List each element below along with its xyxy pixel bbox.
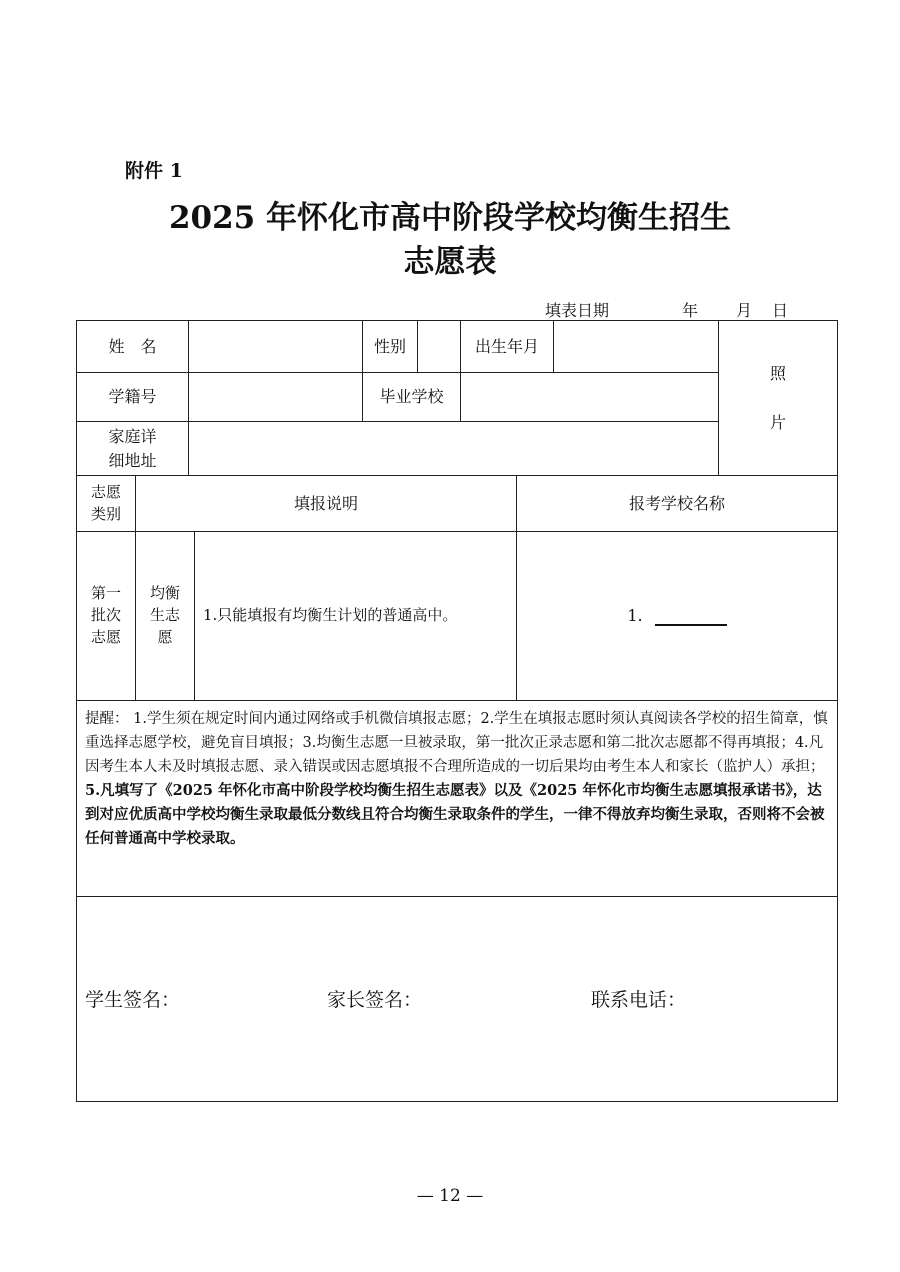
birth-label: 出生年月 — [474, 336, 539, 356]
instructions-header — [135, 475, 517, 532]
name-label-cell — [76, 320, 189, 373]
first-batch-line2: 批次 — [90, 606, 121, 625]
category-label-line2: 类别 — [90, 504, 121, 523]
name-field[interactable] — [188, 320, 363, 373]
gender-label-cell — [362, 320, 418, 373]
phone-label: 联系电话： — [591, 989, 687, 1011]
signature-box — [76, 896, 838, 1102]
balanced-line2: 生志 — [149, 606, 180, 625]
student-id-label: 学籍号 — [108, 387, 157, 407]
address-label-cell — [76, 421, 189, 476]
birth-field[interactable] — [553, 320, 719, 373]
name-label: 姓 名 — [108, 336, 157, 356]
category-label-line1: 志愿 — [90, 482, 121, 501]
first-batch-line1: 第一 — [90, 584, 121, 603]
form-title: 2025 年怀化市高中阶段学校均衡生招生 — [168, 200, 732, 236]
category-header — [76, 475, 136, 532]
grad-school-label: 毕业学校 — [379, 387, 444, 407]
fill-date-month: 月 — [736, 301, 753, 320]
instruction-text: 1.只能填报有均衡生计划的普通高中。 — [203, 606, 458, 625]
grad-school-label-cell — [362, 372, 461, 422]
school-entry-number: 1. — [627, 606, 643, 626]
gender-label: 性别 — [373, 336, 406, 356]
fill-date-year: 年 — [682, 301, 699, 320]
notes-box — [76, 700, 838, 897]
balanced-line1: 均衡 — [149, 584, 180, 603]
school-name-header — [516, 475, 838, 532]
attachment-label: 附件 1 — [125, 160, 183, 182]
school-name-header-label: 报考学校名称 — [628, 493, 725, 513]
notes-bold-text: 5.凡填写了《2025 年怀化市高中阶段学校均衡生招生志愿表》以及《2025 年怀化市均衡生志愿填报承诺书》，达到对应优质高中学校均衡生录取最低分数线且符合均衡生录取条件的学生，一律不得放弃均衡生录取，否则将不会被任何普通高中学校录取。 — [85, 782, 825, 847]
balanced-line3: 愿 — [157, 627, 173, 646]
first-batch-line3: 志愿 — [90, 627, 121, 646]
photo-box[interactable] — [718, 320, 838, 476]
student-id-field[interactable] — [188, 372, 363, 422]
parent-signature-label: 家长签名： — [327, 989, 423, 1011]
student-signature-label: 学生签名： — [85, 989, 181, 1011]
student-id-label-cell — [76, 372, 189, 422]
address-field[interactable] — [188, 421, 719, 476]
fill-date-day: 日 — [772, 301, 789, 320]
address-label-line2: 细地址 — [108, 450, 157, 470]
fill-date-label: 填表日期 — [545, 301, 610, 320]
photo-char-2: 片 — [769, 413, 786, 432]
address-label-line1: 家庭详 — [108, 427, 157, 447]
first-batch-cell — [76, 531, 136, 701]
photo-char-1: 照 — [769, 363, 786, 383]
birth-label-cell — [460, 320, 554, 373]
instructions-header-label: 填报说明 — [293, 493, 358, 513]
school-entry-line[interactable] — [655, 606, 727, 626]
notes-text: 提醒： 1.学生须在规定时间内通过网络或手机微信填报志愿；2.学生在填报志愿时须认真阅读各学校的招生简章，慎重选择志愿学校，避免盲目填报；3.均衡生志愿一旦被录取，第一批次正录志愿和第二批次志愿都不得再填报；4.凡因考生本人未及时填报志愿、录入错误或因志愿填报不合理所造成的一切后果均由考生本人和家长（监护人）承担； — [85, 711, 828, 775]
page-number: — 12 — — [416, 1186, 484, 1206]
balanced-cell — [135, 531, 195, 701]
form-title-line2: 志愿表 — [403, 244, 497, 280]
school-entry-cell[interactable] — [516, 531, 838, 701]
instruction-cell — [194, 531, 517, 701]
gender-field[interactable] — [417, 320, 461, 373]
grad-school-field[interactable] — [460, 372, 719, 422]
